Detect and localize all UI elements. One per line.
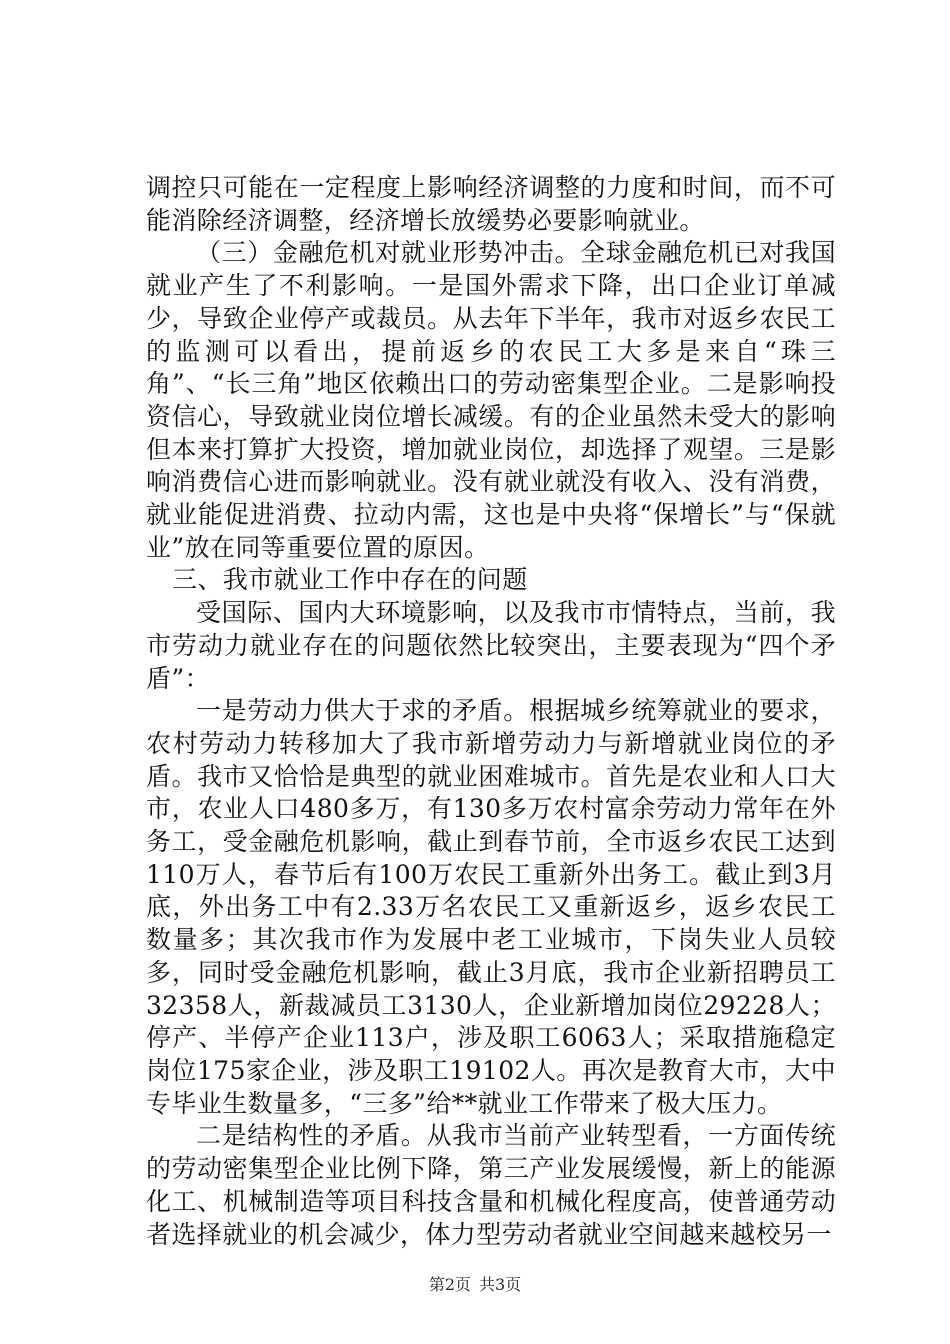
paragraph-contradiction-two: 二是结构性的矛盾。从我市当前产业转型看，一方面传统的劳动密集型企业比例下降，第三产业发展缓慢，新上的能源化工、机械制造等项目科技含量和机械化程度高，使普通劳动者选择就业的机会减少，体力型劳动者就业空间越来越校另一	[146, 1121, 836, 1249]
page-footer	[0, 1272, 950, 1295]
paragraph-continuation: 调控只可能在一定程度上影响经济调整的力度和时间，而不可能消除经济调整，经济增长放缓势必要影响就业。	[146, 173, 836, 235]
paragraph-contradiction-one: 一是劳动力供大于求的矛盾。根据城乡统筹就业的要求，农村劳动力转移加大了我市新增劳动力与新增就业岗位的矛盾。我市又恰恰是典型的就业困难城市。首先是农业和人口大市，农业人口480多万，有130多万农村富余劳动力常年在外务工，受金融危机影响，截止到春节前，全市返乡农民工达到110万人，春节后有100万农民工重新外出务工。截止到3月底，外出务工中有2.33万名农民工又重新返乡，返乡农民工数量多；其次我市作为发展中老工业城市，下岗失业人员较多，同时受金融危机影响，截止3月底，我市企业新招聘员工32358人，新裁减员工3130人，企业新增加岗位29228人；停产、半停产企业113户，涉及职工6063人；采取措施稳定岗位175家企业，涉及职工19102人。再次是教育大市，大中专毕业生数量多，“三多”给**就业工作带来了极大压力。	[146, 696, 836, 1118]
page-total: 共3页	[479, 1275, 522, 1294]
document-body	[146, 172, 836, 1251]
paragraph-financial-crisis: （三）金融危机对就业形势冲击。全球金融危机已对我国就业产生了不利影响。一是国外需求下降，出口企业订单减少，导致企业停产或裁员。从去年下半年，我市对返乡农民工的监测可以看出，提前返乡的农民工大多是来自“珠三角”、“长三角”地区依赖出口的劳动密集型企业。二是影响投资信心，导致就业岗位增长减缓。有的企业虽然未受大的影响但本来打算扩大投资，增加就业岗位，却选择了观望。三是影响消费信心进而影响就业。没有就业就没有收入、没有消费，就业能促进消费、拉动内需，这也是中央将“保增长”与“保就业”放在同等重要位置的原因。	[146, 238, 836, 562]
paragraph-overview: 受国际、国内大环境影响，以及我市市情特点，当前，我市劳动力就业存在的问题依然比较突出，主要表现为“四个矛盾”：	[146, 598, 836, 693]
page-number: 第2页	[428, 1275, 471, 1294]
section-heading: 三、我市就业工作中存在的问题	[172, 565, 528, 595]
